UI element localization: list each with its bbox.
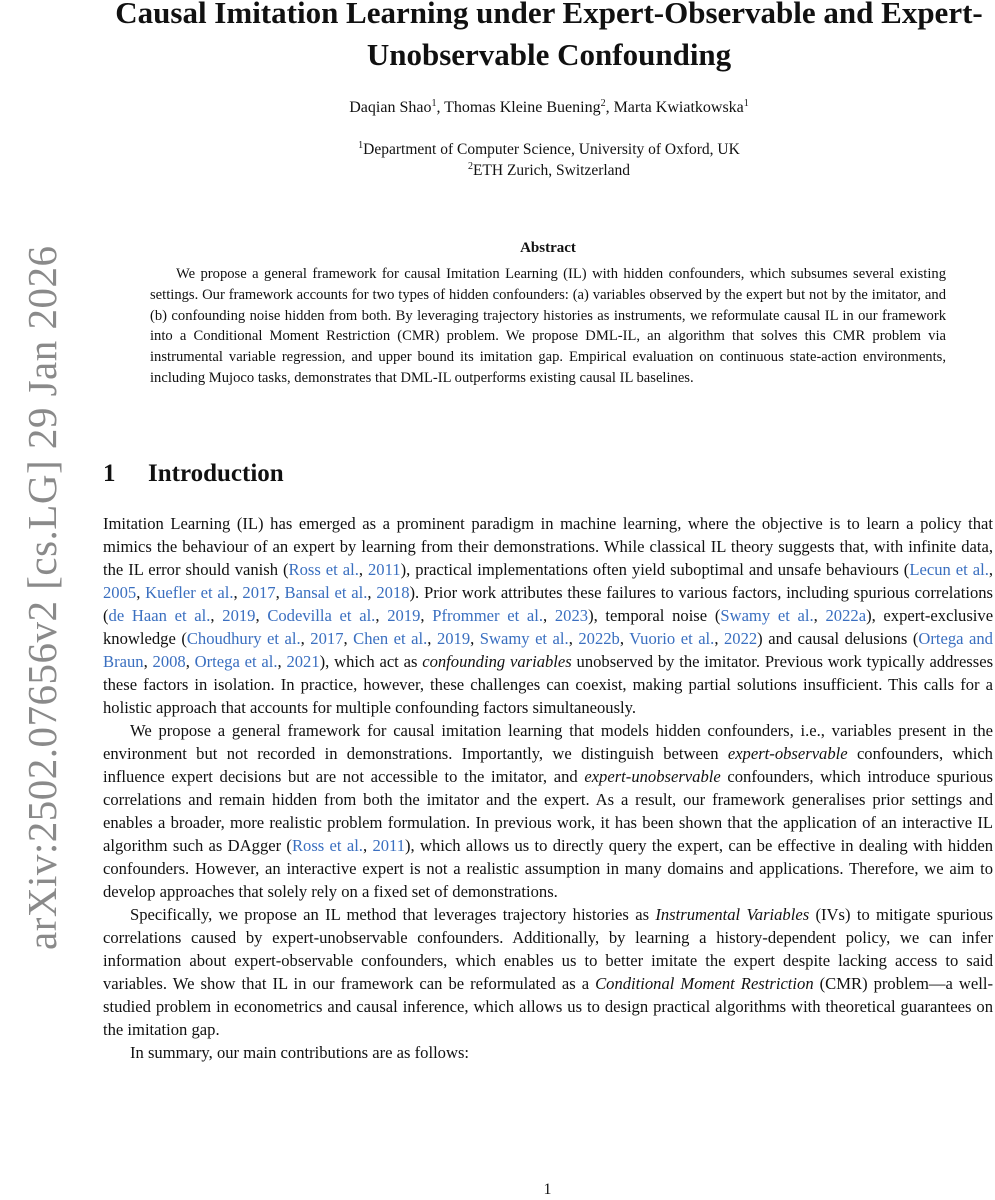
citation-link[interactable]: Kuefler et al. — [145, 583, 234, 602]
paragraph-text: , — [210, 606, 223, 625]
citation-link[interactable]: Pfrommer et al. — [432, 606, 544, 625]
citation-link[interactable]: Choudhury et al. — [186, 629, 301, 648]
author-name: Thomas Kleine Buening — [444, 99, 601, 116]
paragraph-text: , — [470, 629, 480, 648]
paragraph-text: , — [367, 583, 377, 602]
paragraph-text: , — [988, 560, 994, 579]
paragraph-text: , — [277, 652, 287, 671]
citation-link[interactable]: 2023 — [554, 606, 589, 625]
affiliation-marker: 1 — [358, 140, 364, 151]
arxiv-identifier-stamp: arXiv:2502.07656v2 [cs.LG] 29 Jan 2026 — [19, 245, 65, 950]
paragraph-text: ) and causal delusions ( — [757, 629, 919, 648]
citation-link[interactable]: 2022a — [825, 606, 867, 625]
paragraph-text: , — [136, 583, 146, 602]
citation-link[interactable]: de Haan et al. — [108, 606, 211, 625]
paragraph-text: ), expert-exclusive knowledge ( — [103, 606, 994, 648]
paragraph-text: ), which allows us to directly query the expert, can be effective in dealing with hidden confounders. However, an interactive expert is not a realistic assumption in many domains and applications. Therefore, we aim to develop approaches that solely rely on a fixed set of demonstrations. — [103, 836, 993, 901]
paragraph-text: Specifically, we propose an IL method that leverages trajectory histories as — [130, 905, 656, 924]
citation-link[interactable]: Ortega and Braun — [103, 629, 993, 671]
citation-link[interactable]: 2019 — [436, 629, 471, 648]
paragraph-text: , — [813, 606, 826, 625]
paragraph-text: , — [714, 629, 724, 648]
paragraph-text: In summary, our main contributions are as follows: — [130, 1043, 470, 1062]
citation-link[interactable]: Ross et al. — [291, 836, 363, 855]
paragraph-text: confounders, which influence expert decisions but are not accessible to the imitator, and — [103, 744, 993, 786]
citation-link[interactable]: Swamy et al. — [720, 606, 814, 625]
author-affil-marker: 1 — [431, 98, 437, 109]
paragraph-text: We propose a general framework for causal imitation learning that models hidden confounders, i.e., variables present in the environment but not recorded in demonstrations. Importantly, we distinguish between — [103, 721, 993, 763]
paragraph-text: , — [362, 836, 373, 855]
author-affil-marker: 2 — [600, 98, 606, 109]
paragraph-text: ), which act as — [319, 652, 423, 671]
citation-link[interactable]: Vuorio et al. — [629, 629, 715, 648]
paragraph-text: , — [233, 583, 243, 602]
section-heading — [103, 460, 284, 488]
affiliation-text: ETH Zurich, Switzerland — [472, 162, 631, 179]
paragraph-text: , — [427, 629, 437, 648]
emphasized-term: Conditional Moment Restriction — [595, 974, 814, 993]
citation-link[interactable]: Bansal et al. — [284, 583, 368, 602]
abstract-text: We propose a general framework for causal Imitation Learning (IL) with hidden confounders, which subsumes several existing settings. Our framework accounts for two types of hidden confounders: (a) variables observed by the expert but not by the imitator, and (b) confounding noise hidden from both. By leveraging trajectory histories as instruments, we reformulate causal IL in our framework into a Conditional Moment Restriction (CMR) problem. We propose DML-IL, an algorithm that solves this CMR problem via instrumental variable regression, and upper bound its imitation gap. Empirical evaluation on continuous state-action environments, including Mujoco tasks, demonstrates that DML-IL outperforms existing causal IL baselines. — [150, 266, 946, 386]
paragraph-text: confounders, which introduce spurious correlations and remain hidden from both the imitator and the expert. As a result, our framework generalises prior settings and enables a broader, more realistic problem formulation. In previous work, it has been shown that the application of an interactive IL algorithm such as DAgger ( — [103, 767, 993, 855]
citation-link[interactable]: 2019 — [222, 606, 256, 625]
paragraph-text: (IVs) to mitigate spurious correlations caused by expert-unobservable confounders. Additionally, by learning a history-dependent policy, we can infer information about expert-observable confounders, which enables us to better imitate the expert despite lacking access to said variables. We show that IL in our framework can be reformulated as a — [103, 905, 993, 993]
section-title: Introduction — [148, 460, 284, 487]
body-paragraph — [103, 512, 993, 719]
citation-link[interactable]: Lecun et al. — [909, 560, 989, 579]
body-paragraph — [103, 719, 993, 903]
section-number: 1 — [103, 460, 116, 487]
introduction-body — [103, 512, 993, 1064]
citation-link[interactable]: 2011 — [367, 560, 401, 579]
emphasized-term: expert-unobservable — [584, 767, 721, 786]
paragraph-text: , — [358, 560, 368, 579]
author-affil-marker: 1 — [743, 98, 749, 109]
citation-link[interactable]: 2008 — [152, 652, 186, 671]
citation-link[interactable]: 2019 — [387, 606, 421, 625]
citation-link[interactable]: Swamy et al. — [479, 629, 569, 648]
citation-link[interactable]: 2017 — [242, 583, 276, 602]
author-name: Marta Kwiatkowska — [613, 99, 744, 116]
citation-link[interactable]: Codevilla et al. — [267, 606, 376, 625]
citation-link[interactable]: Ortega et al. — [194, 652, 278, 671]
citation-link[interactable]: Chen et al. — [353, 629, 428, 648]
paragraph-text: Imitation Learning (IL) has emerged as a prominent paradigm in machine learning, where the objective is to learn a policy that mimics the behaviour of an expert by learning from their demonstrations. While classical IL theory suggests that, with infinite data, the IL error should vanish ( — [103, 514, 993, 579]
affiliation-marker: 2 — [467, 161, 473, 172]
citation-link[interactable]: 2018 — [376, 583, 410, 602]
paragraph-text: ), temporal noise ( — [588, 606, 721, 625]
emphasized-term: Instrumental Variables — [655, 905, 810, 924]
paragraph-text: , — [343, 629, 354, 648]
paragraph-text: , — [255, 606, 268, 625]
emphasized-term: confounding variables — [422, 652, 572, 671]
affiliation — [103, 139, 995, 160]
paragraph-text: ). Prior work attributes these failures to various factors, including spurious correlations ( — [103, 583, 994, 625]
affiliation-list — [103, 139, 995, 181]
body-paragraph — [103, 903, 993, 1041]
emphasized-term: expert-observable — [727, 744, 848, 763]
paragraph-text: , — [420, 606, 433, 625]
affiliation-text: Department of Computer Science, University of Oxford, UK — [363, 141, 740, 158]
paragraph-text: unobserved by the imitator. Previous work typically addresses these factors in isolation. In practice, however, these challenges can coexist, making partial solutions insufficient. This calls for a holistic approach that accounts for multiple confounding factors simultaneously. — [103, 652, 994, 717]
author-name: Daqian Shao — [349, 99, 432, 116]
paragraph-text: , — [619, 629, 630, 648]
paragraph-text: ), practical implementations often yield suboptimal and unsafe behaviours ( — [400, 560, 910, 579]
citation-link[interactable]: 2022b — [578, 629, 620, 648]
citation-link[interactable]: 2021 — [286, 652, 320, 671]
paragraph-text: , — [275, 583, 285, 602]
author-list: Daqian Shao$^1$, Thomas Kleine Buening$^2$, Marta Kwiatkowska$^1$ — [349, 98, 749, 116]
paragraph-text: , — [185, 652, 195, 671]
paragraph-text: , — [543, 606, 555, 625]
paragraph-text: (CMR) problem—a well-studied problem in econometrics and causal inference, which allows us to design practical algorithms with theoretical guarantees on the imitation gap. — [103, 974, 993, 1039]
abstract-heading: Abstract — [520, 240, 576, 256]
citation-link[interactable]: 2011 — [372, 836, 406, 855]
paragraph-text: , — [300, 629, 311, 648]
page-number: 1 — [543, 1181, 552, 1198]
citation-link[interactable]: 2005 — [103, 583, 137, 602]
paper-title: Causal Imitation Learning under Expert-Observable and Expert-Unobservable Confounding — [115, 0, 983, 72]
body-paragraph — [103, 1041, 993, 1064]
paragraph-text: , — [375, 606, 388, 625]
citation-link[interactable]: Ross et al. — [288, 560, 359, 579]
citation-link[interactable]: 2017 — [310, 629, 344, 648]
paragraph-text: , — [568, 629, 579, 648]
affiliation — [103, 160, 995, 181]
citation-link[interactable]: 2022 — [723, 629, 758, 648]
paragraph-text: , — [143, 652, 153, 671]
